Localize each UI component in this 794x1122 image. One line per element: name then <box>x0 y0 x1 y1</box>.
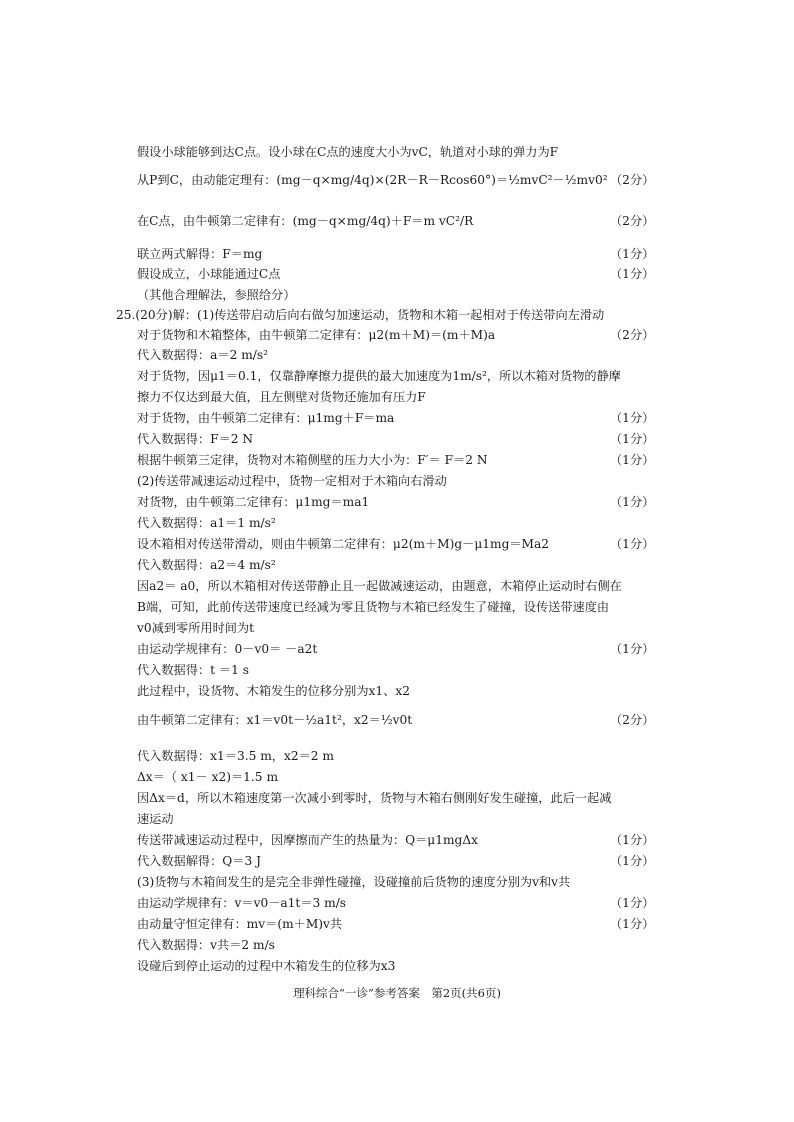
line-text: 由运动学规律有：0－v0＝ －a2t <box>137 642 318 656</box>
line-text: v0减到零所用时间为t <box>137 621 255 635</box>
solution-line <box>0 576 794 597</box>
line-text: 代入数据得：x1＝3.5 m，x2＝2 m <box>137 749 334 763</box>
line-text: 对于货物和木箱整体，由牛顿第二定律有：μ2(m＋M)＝(m＋M)a <box>137 328 496 342</box>
solution-line <box>0 710 794 731</box>
line-text: 对于货物，因μ1＝0.1，仅靠静摩擦力提供的最大加速度为1m/s²，所以木箱对货物的静摩 <box>137 369 621 383</box>
line-text: 速运动 <box>137 812 174 826</box>
solution-line <box>0 872 794 893</box>
score-label: （1分） <box>610 896 655 910</box>
solution-line <box>0 914 794 935</box>
line-text: （其他合理解法，参照给分） <box>137 288 296 302</box>
solution-line <box>0 681 794 702</box>
solution-line <box>0 429 794 450</box>
solution-line <box>0 450 794 471</box>
solution-line <box>0 746 794 767</box>
line-text: 假设成立，小球能通过C点 <box>137 267 281 281</box>
solution-line <box>0 325 794 346</box>
line-text: 代入数据得：t ＝1 s <box>137 663 249 677</box>
line-text: 代入数据得：F＝2 N <box>137 432 254 446</box>
solution-line <box>0 809 794 830</box>
line-text: 此过程中，设货物、木箱发生的位移分别为x1、x2 <box>137 684 411 698</box>
solution-line <box>0 956 794 977</box>
line-text: 代入数据解得：Q＝3 J <box>137 854 262 868</box>
line-text: 由牛顿第二定律有：x1＝v0t－½a1t²，x2＝½v0t <box>137 713 413 727</box>
line-text: 在C点，由牛顿第二定律有：(mg－q×mg/4q)＋F＝m vC²/R <box>137 214 474 228</box>
solution-line <box>0 285 794 306</box>
line-text: (3)货物与木箱间发生的是完全非弹性碰撞，设碰撞前后货物的速度分别为v和v共 <box>137 875 571 889</box>
solution-line <box>0 893 794 914</box>
score-label: （1分） <box>610 642 655 656</box>
solution-line <box>0 830 794 851</box>
line-text: 由运动学规律有：v＝v0－a1t＝3 m/s <box>137 896 347 910</box>
line-text: 对于货物，由牛顿第二定律有：μ1mg＋F＝ma <box>137 411 395 425</box>
solution-line <box>0 345 794 366</box>
solution-line <box>0 471 794 492</box>
score-label: （1分） <box>610 537 655 551</box>
score-label: （1分） <box>610 453 655 467</box>
line-text: 代入数据得：a＝2 m/s² <box>137 348 269 362</box>
line-text: 从P到C，由动能定理有：(mg－q×mg/4q)×(2R－R－Rcos60°)＝½mvC²－½mv0² <box>137 173 608 187</box>
score-label: （1分） <box>610 495 655 509</box>
line-text: 根据牛顿第三定律，货物对木箱侧壁的压力大小为：F′＝ F＝2 N <box>137 453 488 467</box>
line-text: 因a2＝ a0，所以木箱相对传送带静止且一起做减速运动，由题意，木箱停止运动时右侧在 <box>137 579 622 593</box>
solution-line <box>0 639 794 660</box>
line-text: B端，可知，此前传送带速度已经减为零且货物与木箱已经发生了碰撞，设传送带速度由 <box>137 600 610 614</box>
score-label: （1分） <box>610 432 655 446</box>
line-text: 代入数据得：a2＝4 m/s² <box>137 558 276 572</box>
line-text: 代入数据得：a1＝1 m/s² <box>137 516 276 530</box>
score-label: （2分） <box>610 214 655 228</box>
line-text: 联立两式解得：F＝mg <box>137 247 263 261</box>
line-text: 因Δx＝d，所以木箱速度第一次减小到零时，货物与木箱右侧刚好发生碰撞，此后一起减 <box>137 791 612 805</box>
solution-line <box>0 618 794 639</box>
solution-line <box>0 170 794 191</box>
solution-line <box>0 408 794 429</box>
line-text: (2)传送带减速运动过程中，货物一定相对于木箱向右滑动 <box>137 474 447 488</box>
score-label: （1分） <box>610 917 655 931</box>
score-label: （2分） <box>610 328 655 342</box>
score-label: （1分） <box>610 411 655 425</box>
line-text: 设碰后到停止运动的过程中木箱发生的位移为x3 <box>137 959 396 973</box>
solution-line <box>0 142 794 163</box>
solution-line <box>0 387 794 408</box>
solution-line <box>0 660 794 681</box>
solution-line <box>0 851 794 872</box>
score-label: （1分） <box>610 267 655 281</box>
solution-line <box>0 534 794 555</box>
line-text: 对货物，由牛顿第二定律有：μ1mg＝ma1 <box>137 495 370 509</box>
solution-line <box>0 935 794 956</box>
line-text: 擦力不仅达到最大值，且左侧壁对货物还施加有压力F <box>137 390 426 404</box>
score-label: （2分） <box>610 713 655 727</box>
solution-line <box>0 597 794 618</box>
line-text: 设木箱相对传送带滑动，则由牛顿第二定律有：μ2(m＋M)g－μ1mg＝Ma2 <box>137 537 550 551</box>
solution-line <box>0 513 794 534</box>
solution-line <box>0 767 794 788</box>
solution-line <box>0 244 794 265</box>
solution-line <box>0 211 794 232</box>
solution-line <box>0 492 794 513</box>
score-label: （1分） <box>610 247 655 261</box>
line-text: 代入数据得：v共＝2 m/s <box>137 938 275 952</box>
solution-line <box>0 366 794 387</box>
solution-line <box>0 305 794 326</box>
solution-line <box>0 555 794 576</box>
score-label: （1分） <box>610 854 655 868</box>
line-text: 假设小球能够到达C点。设小球在C点的速度大小为vC，轨道对小球的弹力为F <box>137 145 559 159</box>
solution-line <box>0 264 794 285</box>
line-text: 传送带减速运动过程中，因摩擦而产生的热量为：Q＝μ1mgΔx <box>137 833 479 847</box>
page-footer: 理科综合“一诊”参考答案 第2页(共6页) <box>293 986 501 1000</box>
line-text: 由动量守恒定律有：mv＝(m＋M)v共 <box>137 917 343 931</box>
line-text: 25.(20分)解：(1)传送带启动后向右做匀加速运动，货物和木箱一起相对于传送带向左滑动 <box>116 308 605 322</box>
line-text: Δx＝（ x1－ x2)＝1.5 m <box>137 770 278 784</box>
score-label: （1分） <box>610 833 655 847</box>
score-label: （2分） <box>610 173 655 187</box>
solution-line <box>0 788 794 809</box>
